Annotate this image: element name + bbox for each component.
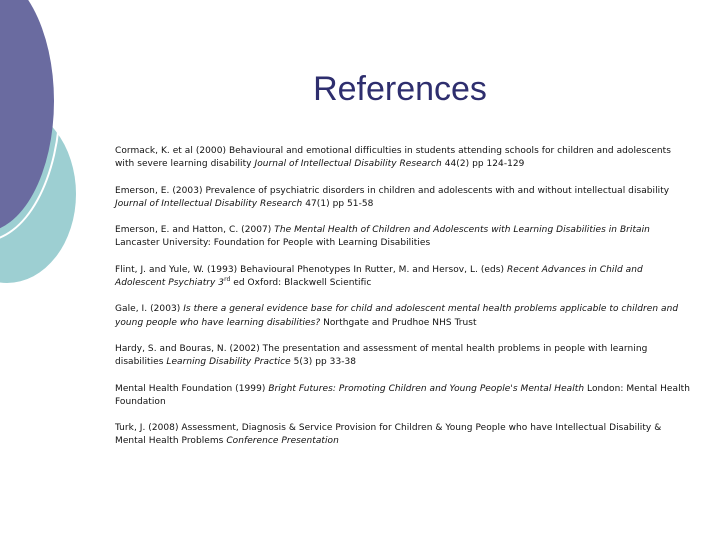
reference-details: Northgate and Prudhoe NHS Trust (320, 317, 477, 328)
reference-item (115, 264, 690, 291)
reference-text: Hardy, S. and Bouras, N. (2002) The presentation and assessment of mental health problems in people with learning disabilities (115, 343, 648, 368)
reference-item (115, 303, 690, 330)
reference-source: Journal of Intellectual Disability Research (115, 198, 303, 209)
reference-item (115, 422, 690, 449)
reference-item (115, 185, 690, 212)
reference-text: Emerson, E. (2003) Prevalence of psychiatric disorders in children and adolescents with and without intellectual disability (115, 185, 670, 196)
reference-source: Bright Futures: Promoting Children and Young People's Mental Health (268, 383, 585, 394)
reference-superscript: rd (224, 276, 231, 284)
reference-details: 44(2) pp 124-129 (441, 159, 525, 170)
reference-item (115, 224, 690, 251)
reference-source: Journal of Intellectual Disability Research (254, 159, 442, 170)
reference-details: Lancaster University: Foundation for People with Learning Disabilities (115, 238, 431, 249)
reference-text: Gale, I. (2003) (115, 304, 184, 315)
reference-text: Cormack, K. et al (2000) Behavioural and emotional difficulties in students attending schools for children and adolescents with severe learning disability (115, 146, 671, 170)
reference-item (115, 383, 690, 410)
reference-details: 5(3) pp 33-38 (290, 357, 357, 368)
reference-text: Turk, J. (2008) Assessment, Diagnosis & Service Provision for Children & Young People who have Intellectual Disability & Mental Health Problems (115, 423, 662, 447)
slide-title: References (313, 70, 487, 108)
reference-item (115, 343, 690, 370)
reference-source: Learning Disability Practice (166, 357, 291, 368)
reference-text: Emerson, E. and Hatton, C. (2007) (115, 225, 275, 236)
reference-source: The Mental Health of Children and Adolescents with Learning Disabilities in Britain (274, 225, 650, 236)
reference-details: 47(1) pp 51-58 (302, 198, 374, 209)
reference-details: ed Oxford: Blackwell Scientific (230, 278, 372, 289)
reference-item (115, 145, 690, 172)
reference-details: London: Mental Health Foundation (115, 383, 690, 407)
reference-source: Is there a general evidence base for child and adolescent mental health problems applicable to children and young people who have learning disabilities? (115, 304, 679, 328)
reference-source: Conference Presentation (226, 436, 339, 447)
reference-source: Recent Advances in Child and Adolescent Psychiatry 3 (115, 264, 643, 289)
references-list (115, 145, 690, 462)
reference-text: Mental Health Foundation (1999) (115, 383, 269, 394)
reference-text: Flint, J. and Yule, W. (1993) Behavioural Phenotypes In Rutter, M. and Hersov, L. (eds) (115, 264, 507, 275)
